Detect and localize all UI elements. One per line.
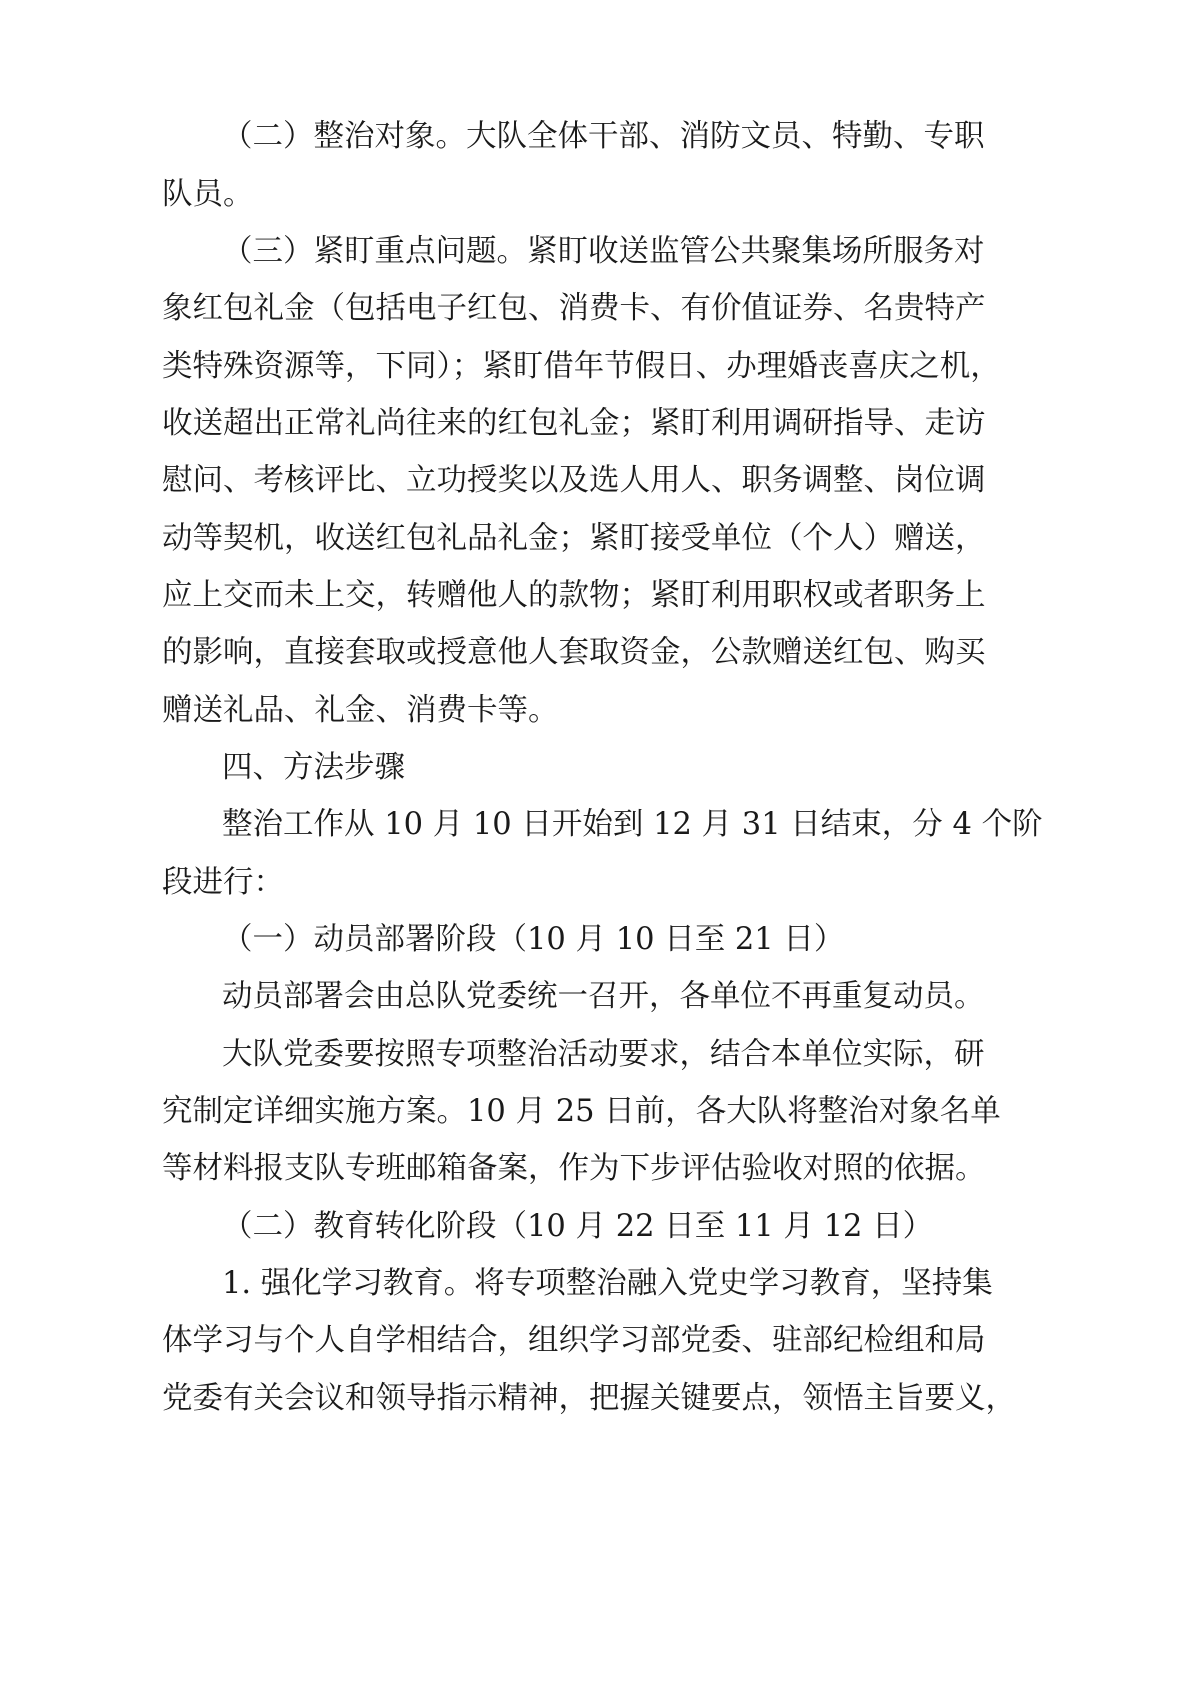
paragraph-line: （三）紧盯重点问题。紧盯收送监管公共聚集场所服务对 (222, 234, 985, 269)
paragraph-line: 1. 强化学习教育。将专项整治融入党史学习教育，坚持集 (222, 1266, 993, 1301)
section-heading: 四、方法步骤 (222, 750, 405, 785)
paragraph-line: 大队党委要按照专项整治活动要求，结合本单位实际，研 (222, 1037, 985, 1072)
paragraph-line: 收送超出正常礼尚往来的红包礼金；紧盯利用调研指导、走访 (162, 406, 986, 441)
paragraph-line: 慰问、考核评比、立功授奖以及选人用人、职务调整、岗位调 (162, 463, 986, 498)
paragraph-line: 段进行： (162, 865, 284, 900)
paragraph-line: 动等契机，收送红包礼品礼金；紧盯接受单位（个人）赠送， (162, 521, 986, 556)
paragraph-line: 整治工作从 10 月 10 日开始到 12 月 31 日结束，分 4 个阶 (222, 807, 1043, 842)
subsection-heading: （二）教育转化阶段（10 月 22 日至 11 月 12 日） (222, 1209, 934, 1244)
paragraph-line: 体学习与个人自学相结合，组织学习部党委、驻部纪检组和局 (162, 1323, 986, 1358)
paragraph-line: 赠送礼品、礼金、消费卡等。 (162, 693, 559, 728)
paragraph-line: 究制定详细实施方案。10 月 25 日前，各大队将整治对象名单 (162, 1094, 1001, 1129)
paragraph-line: 的影响，直接套取或授意他人套取资金，公款赠送红包、购买 (162, 635, 986, 670)
subsection-heading: （一）动员部署阶段（10 月 10 日至 21 日） (222, 922, 845, 957)
paragraph-line: 应上交而未上交，转赠他人的款物；紧盯利用职权或者职务上 (162, 578, 986, 613)
paragraph-line: 动员部署会由总队党委统一召开，各单位不再重复动员。 (222, 979, 985, 1014)
paragraph-line: 党委有关会议和领导指示精神，把握关键要点，领悟主旨要义， (162, 1381, 1016, 1416)
paragraph-line: （二）整治对象。大队全体干部、消防文员、特勤、专职 (222, 119, 985, 154)
paragraph-line: 等材料报支队专班邮箱备案，作为下步评估验收对照的依据。 (162, 1151, 986, 1186)
paragraph-line: 类特殊资源等，下同）；紧盯借年节假日、办理婚丧喜庆之机， (162, 349, 1001, 384)
paragraph-line: 象红包礼金（包括电子红包、消费卡、有价值证券、名贵特产 (162, 291, 986, 326)
paragraph-line: 队员。 (162, 177, 254, 212)
